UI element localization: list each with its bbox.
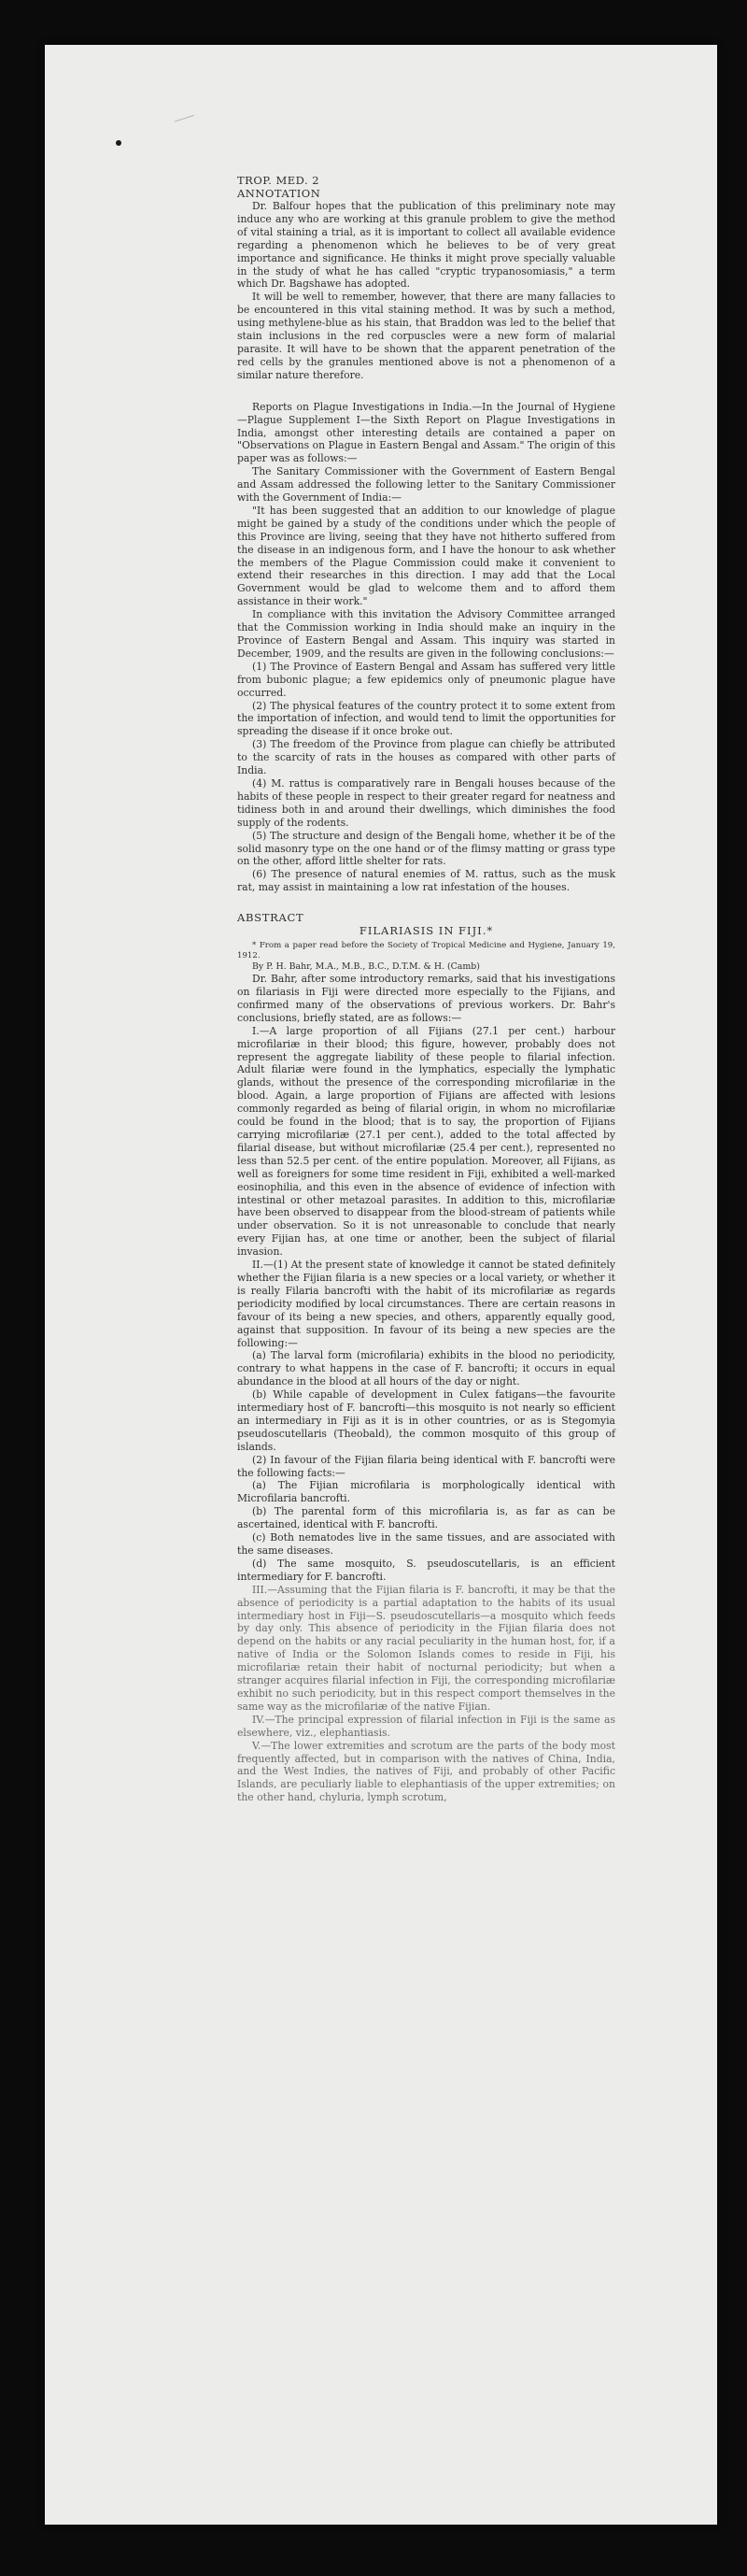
- abstract-paragraph: V.—The lower extremities and scrotum are the parts of the body most frequently affected, but in comparison with the natives of China, India, and the West Indies, the natives of Fiji, and probably of other Pacific Islands, are peculiarly liable to elephantiasis of the upper extremities; on the other hand, chyluria, lymph scrotum,: [237, 1739, 615, 1804]
- plague-paragraph: (6) The presence of natural enemies of M. rattus, such as the musk rat, may assist in maintaining a low rat infestation of the houses.: [237, 868, 615, 894]
- plague-paragraph: (4) M. rattus is comparatively rare in Bengali houses because of the habits of these people in respect to their greater regard for neatness and tidiness both in and around their dwellings, which diminishes the food supply of the rodents.: [237, 776, 615, 829]
- abstract-heading: ABSTRACT: [237, 911, 304, 925]
- abstract-paragraph: (a) The Fijian microfilaria is morphologically identical with Microfilaria bancrofti.: [237, 1479, 615, 1505]
- header-line: TROP. MED. 2: [237, 174, 320, 187]
- abstract-paragraph: III.—Assuming that the Fijian filaria is F. bancrofti, it may be that the absence of periodicity is a partial adaptation to the habits of its usual intermediary host in Fiji—S. pseudoscutellaris—a mosquito which feeds by day only. This absence of periodicity in the Fijian filaria does not depend on the habits or any racial peculiarity in the human host, for, if a native of India or the Solomon Islands comes to reside in Fiji, his microfilariæ retain their habit of nocturnal periodicity; but when a stranger acquires filarial infection in Fiji, the corresponding microfilariæ exhibit no such periodicity, but in this respect comport themselves in the same way as the microfilariæ of the native Fijian.: [237, 1583, 615, 1713]
- footnote: * From a paper read before the Society of Tropical Medicine and Hygiene, January 19, 1912.: [237, 941, 615, 961]
- abstract-paragraph: IV.—The principal expression of filarial infection in Fiji is the same as elsewhere, viz., elephantiasis.: [237, 1713, 615, 1739]
- abstract-paragraph: (d) The same mosquito, S. pseudoscutellaris, is an efficient intermediary for F. bancrofti.: [237, 1557, 615, 1583]
- annotation-paragraph: It will be well to remember, however, that there are many fallacies to be encountered in this vital staining method. It was by such a method, using methylene-blue as his stain, that Braddon was led to the belief that stain inclusions in the red corpuscles were a new form of malarial parasite. It will have to be shown that the apparent penetration of the red cells by the granules mentioned above is not a phenomenon of a similar nature therefore.: [237, 291, 615, 381]
- abstract-paragraph: II.—(1) At the present state of knowledge it cannot be stated definitely whether the Fijian filaria is a new species or a local variety, or whether it is really Filaria bancrofti with the habit of its microfilariæ as regards periodicity modified by local circumstances. There are certain reasons in favour of its being a new species, and others, apparently equally good, against that supposition. In favour of its being a new species are the following:—: [237, 1259, 615, 1349]
- plague-paragraph: (3) The freedom of the Province from plague can chiefly be attributed to the scarcity of rats in the houses as compared with other parts of India.: [237, 738, 615, 777]
- abstract-paragraph: I.—A large proportion of all Fijians (27.1 per cent.) harbour microfilariæ in their blood; this figure, however, probably does not represent the aggregate liability of these people to filarial infection. Adult filariæ were found in the lymphatics, especially the lymphatic glands, without the presence of the corresponding microfilariæ in the blood. Again, a large proportion of Fijians are affected with lesions commonly regarded as being of filarial origin, in whom no microfilariæ could be found in the blood; that is to say, the proportion of Fijians carrying microfilariæ (27.1 per cent.), added to the total affected by filarial disease, but without microfilariæ (25.4 per cent.), represented no less than 52.5 per cent. of the entire population. Moreover, all Fijians, as well as foreigners for some time resident in Fiji, exhibited a well-marked eosinophilia, and this even in the absence of evidence of infection with intestinal or other metazoal parasites. In addition to this, microfilariæ have been observed to disappear from the blood-stream of patients while under observation. So it is not unreasonable to conclude that nearly every Fijian has, at one time or another, been the subject of filarial invasion.: [237, 1024, 615, 1259]
- punch-hole: [116, 140, 121, 146]
- abstract-paragraph: (b) The parental form of this microfilaria is, as far as can be ascertained, identical with F. bancrofti.: [237, 1505, 615, 1531]
- abstract-paragraph: (2) In favour of the Fijian filaria being identical with F. bancrofti were the following facts:—: [237, 1453, 615, 1479]
- byline: By P. H. Bahr, M.A., M.B., B.C., D.T.M. & H. (Camb): [252, 961, 480, 973]
- plague-paragraph: (5) The structure and design of the Bengali home, whether it be of the solid masonry type on the one hand or of the flimsy matting or grass type on the other, afford little shelter for rats.: [237, 829, 615, 868]
- text-column: [237, 174, 615, 1804]
- abstract-paragraph: Dr. Bahr, after some introductory remarks, said that his investigations on filariasis in Fiji were directed more especially to the Fijians, and confirmed many of the observations of previous workers. Dr. Bahr's conclusions, briefly stated, are as follows:—: [237, 973, 615, 1024]
- abstract-paragraph: (a) The larval form (microfilaria) exhibits in the blood no periodicity, contrary to what happens in the case of F. bancrofti; it occurs in equal abundance in the blood at all hours of the day or night.: [237, 1349, 615, 1388]
- annotation-paragraph: Dr. Balfour hopes that the publication of this preliminary note may induce any who are working at this granule problem to give the method of vital staining a trial, as it is important to collect all available evidence regarding a phenomenon which he believes to be of very great importance and significance. He thinks it might prove specially valuable in the study of what he has called "cryptic trypanosomiasis," a term which Dr. Bagshawe has adopted.: [237, 200, 615, 291]
- abstract-paragraph: (c) Both nematodes live in the same tissues, and are associated with the same diseases.: [237, 1531, 615, 1557]
- abstract-title: FILARIASIS IN FIJI.*: [359, 924, 494, 938]
- plague-paragraph: The Sanitary Commissioner with the Government of Eastern Bengal and Assam addressed the following letter to the Sanitary Commissioner with the Government of India:—: [237, 465, 615, 505]
- document-page: [45, 45, 717, 2525]
- annotation-heading: ANNOTATION: [237, 187, 321, 200]
- plague-paragraph: (1) The Province of Eastern Bengal and Assam has suffered very little from bubonic plague; a few epidemics only of pneumonic plague have occurred.: [237, 660, 615, 699]
- plague-paragraph: In compliance with this invitation the Advisory Committee arranged that the Commission working in India should make an inquiry in the Province of Eastern Bengal and Assam. This inquiry was started in December, 1909, and the results are given in the following conclusions:—: [237, 608, 615, 660]
- plague-paragraph: "It has been suggested that an addition to our knowledge of plague might be gained by a study of the conditions under which the people of this Province are living, seeing that they have not hitherto suffered from the disease in an indigenous form, and I have the honour to ask whether the members of the Plague Commission could make it convenient to extend their researches in this direction. I may add that the Local Government would be glad to welcome them and to afford them assistance in their work.": [237, 504, 615, 608]
- pencil-mark: [175, 115, 197, 131]
- plague-paragraph: Reports on Plague Investigations in India.—In the Journal of Hygiene—Plague Supplement I—the Sixth Report on Plague Investigations in India, amongst other interesting details are contained a paper on "Observations on Plague in Eastern Bengal and Assam." The origin of this paper was as follows:—: [237, 400, 615, 465]
- plague-paragraph: (2) The physical features of the country protect it to some extent from the importation of infection, and would tend to limit the opportunities for spreading the disease if it once broke out.: [237, 699, 615, 738]
- abstract-paragraph: (b) While capable of development in Culex fatigans—the favourite intermediary host of F. bancrofti—this mosquito is not nearly so efficient an intermediary in Fiji as it is in other countries, or as is Stegomyia pseudoscutellaris (Theobald), the common mosquito of this group of islands.: [237, 1388, 615, 1453]
